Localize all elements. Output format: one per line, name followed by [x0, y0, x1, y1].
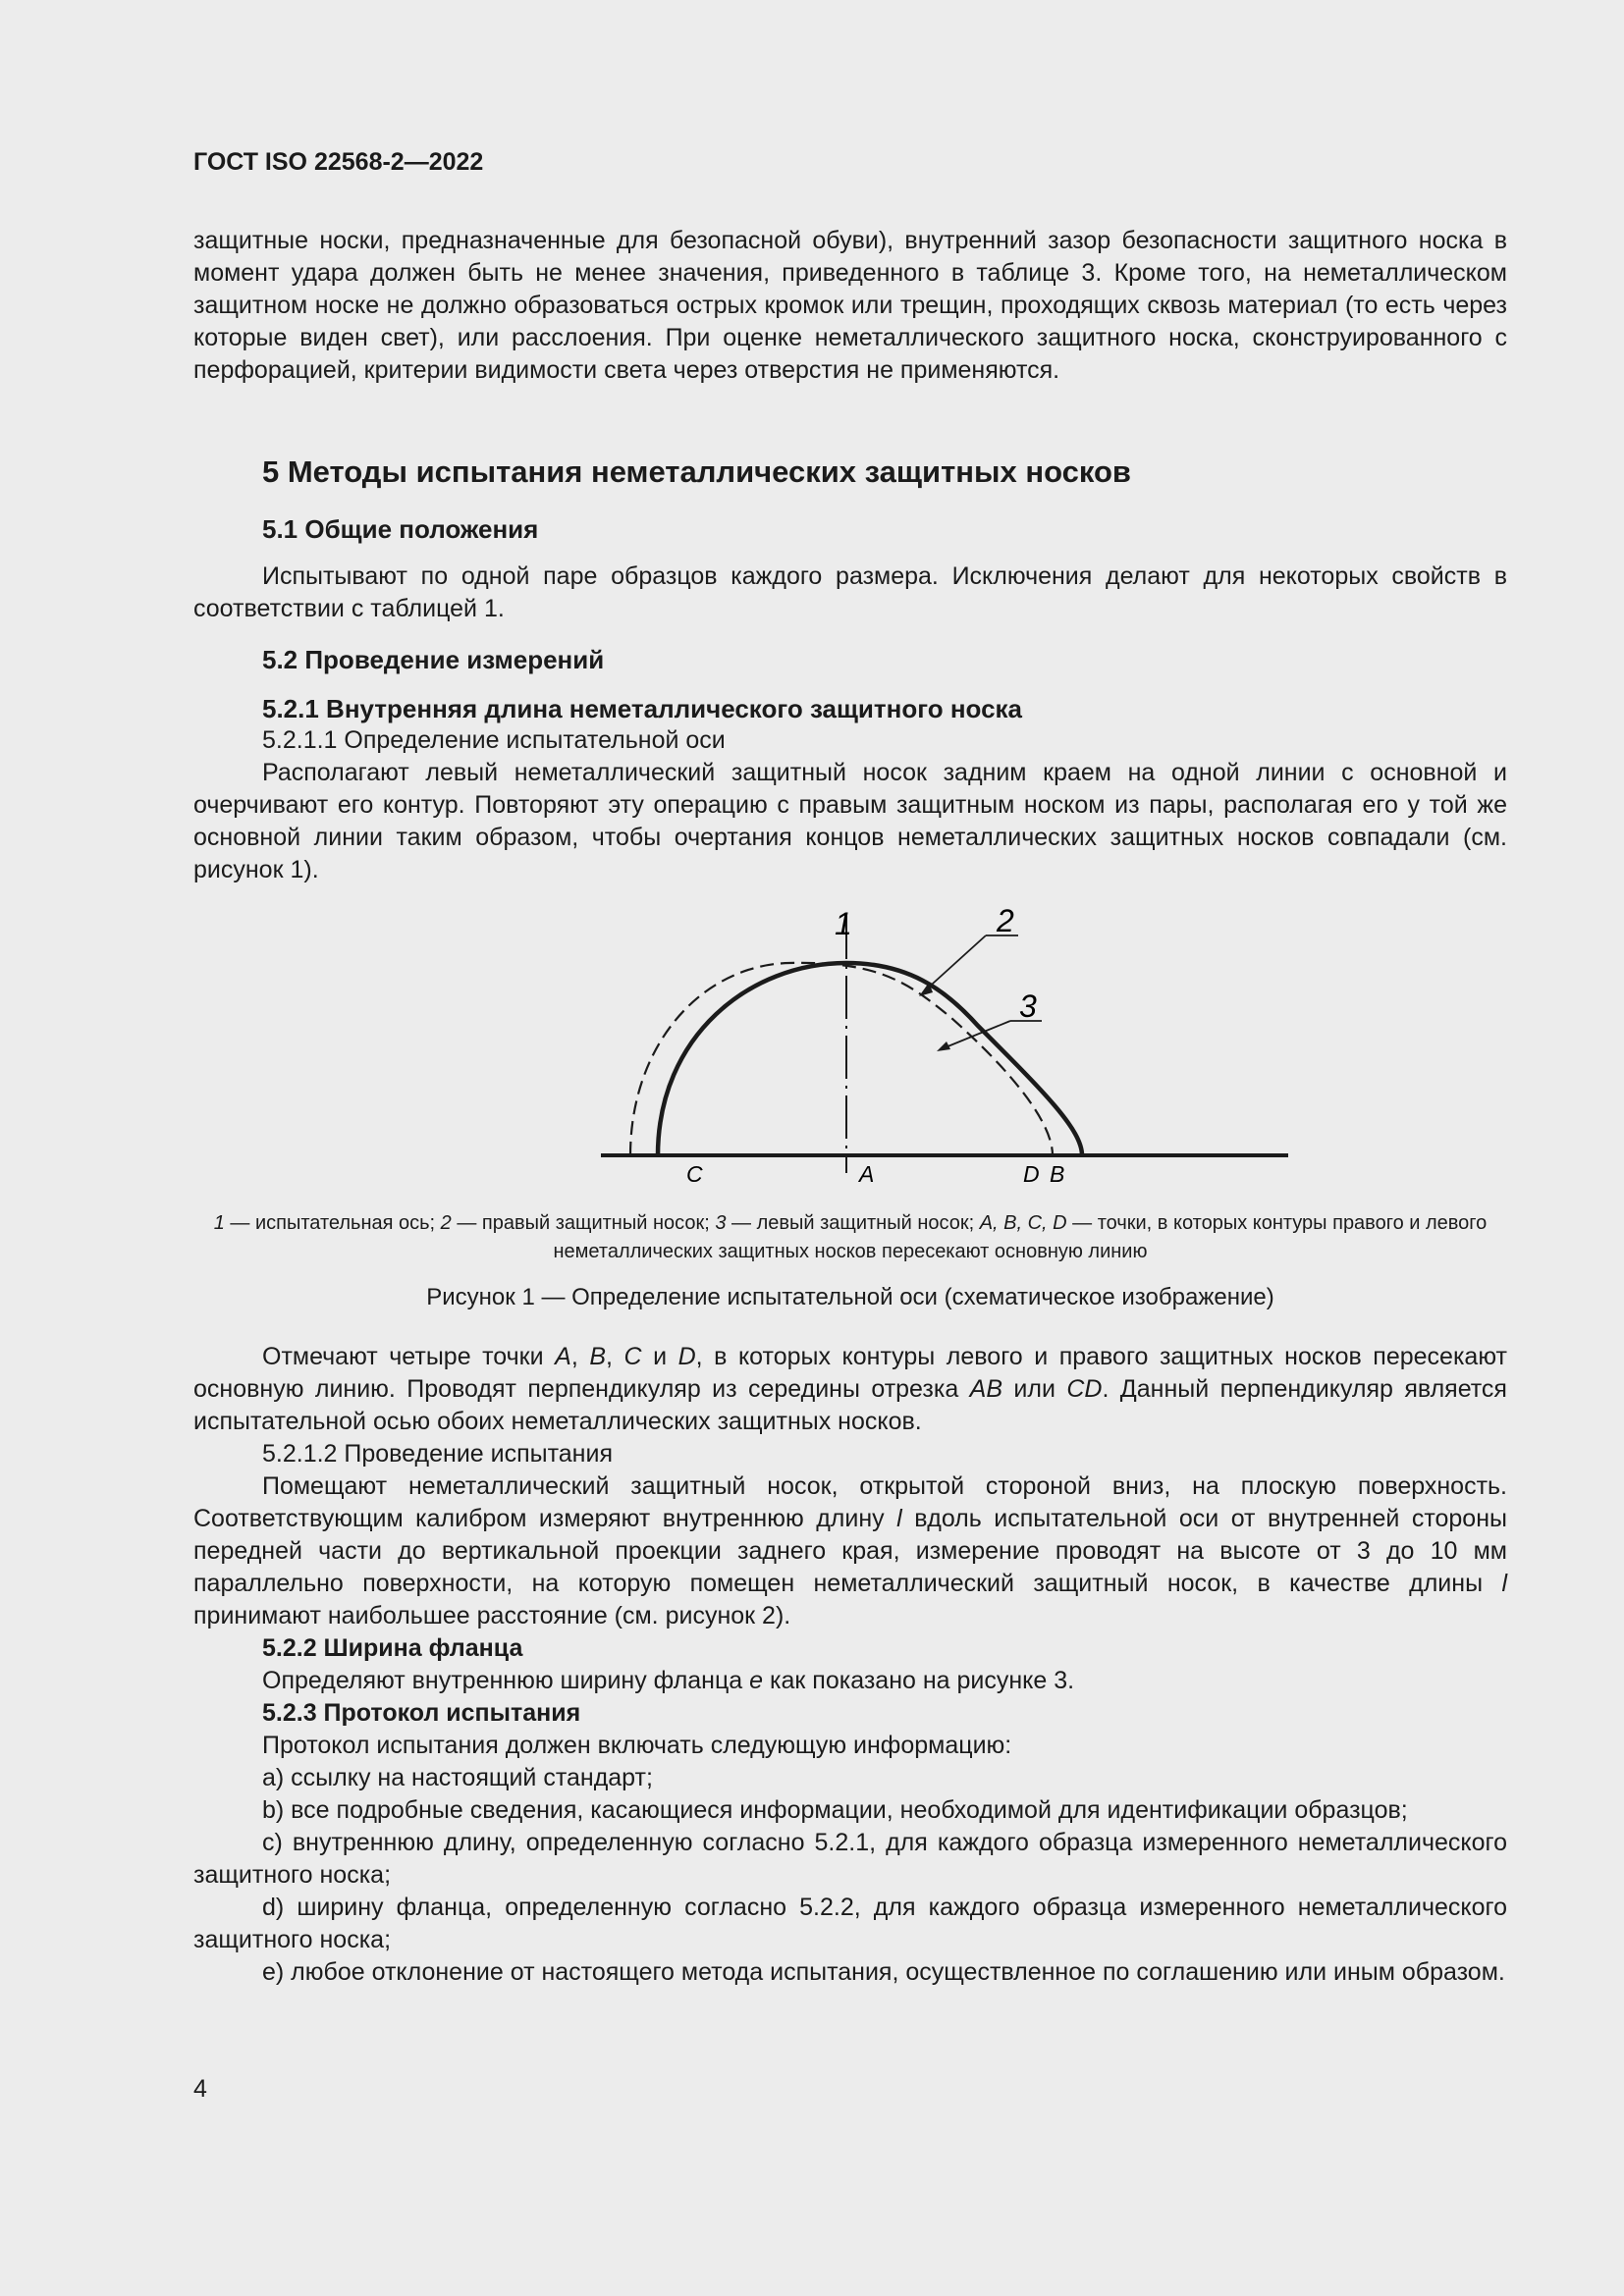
leader-line-2 [923, 935, 986, 992]
text-run: как показано на рисунке 3. [763, 1667, 1075, 1694]
text-run: , [570, 1343, 590, 1370]
legend-text-4: — точки, в которых контуры правого и левого неметаллических защитных носков пересекают основную линию [553, 1212, 1488, 1262]
legend-text-3: — левый защитный носок; [726, 1212, 980, 1234]
figure-1-caption [193, 1281, 1507, 1313]
point-b: B [589, 1343, 606, 1370]
segment-ab: AB [969, 1375, 1003, 1403]
section-5-title [193, 454, 1507, 490]
point-label-a: A [859, 1161, 875, 1187]
text-run: . Данный перпендикуляр является испытательной осью обоих неметаллических защитных носков. [193, 1375, 1507, 1435]
paragraph: Протокол испытания должен включать следующую информацию: [262, 1732, 1012, 1759]
subsection-heading: 5.2.3 Протокол испытания [262, 1699, 581, 1727]
legend-key-3: 3 [715, 1212, 727, 1234]
clause-title: 5.2.1.2 Проведение испытания [262, 1440, 613, 1468]
clause-title: 5.2.1.1 Определение испытательной оси [262, 726, 726, 754]
symbol-l: l [896, 1505, 902, 1532]
paragraph [193, 1341, 1507, 1438]
list-item: c) внутреннюю длину, определенную согласно 5.2.1, для каждого образца измеренного неметаллического защитного носка; [193, 1829, 1507, 1889]
symbol-l: l [1501, 1570, 1507, 1597]
callout-2: 2 [997, 903, 1014, 938]
legend-key-1: 1 [213, 1212, 225, 1234]
point-label-b: B [1050, 1161, 1065, 1187]
text-run: Помещают неметаллический защитный носок, открытой стороной вниз, на плоскую поверхность. Соответствующим калибром измеряют внутреннюю длину [193, 1472, 1507, 1532]
callout-3: 3 [1019, 988, 1037, 1024]
subsection-heading: 5.1 Общие положения [262, 514, 539, 544]
text-run: Определяют внутреннюю ширину фланца [262, 1667, 750, 1694]
subsection-heading: 5.2 Проведение измерений [262, 645, 605, 674]
callout-1: 1 [835, 906, 852, 941]
text-run: принимают наибольшее расстояние (см. рисунок 2). [193, 1602, 791, 1629]
list-item: a) ссылку на настоящий стандарт; [262, 1764, 653, 1791]
point-label-d: D [1023, 1161, 1040, 1187]
figure-1-legend [193, 1209, 1507, 1266]
text-run: вдоль испытательной оси от внутренней стороны передней части до вертикальной проекции заднего края, измерение проводят на высоте от 3 до 10 мм параллельно поверхности, на которую помещен неметаллический защитный носок, в качестве длины [193, 1505, 1507, 1597]
text-run: , в которых контуры левого и правого защитных носков пересекают основную линию. Проводят перпендикуляр из середины отрезка [193, 1343, 1507, 1403]
text-run: Отмечают четыре точки [262, 1343, 556, 1370]
standard-header: ГОСТ ISO 22568-2—2022 [193, 148, 484, 176]
symbol-e: e [749, 1667, 764, 1694]
paragraph [193, 1665, 1507, 1697]
point-d: D [677, 1343, 696, 1370]
legend-key-2: 2 [440, 1212, 452, 1234]
subsection-heading: 5.2.1 Внутренняя длина неметаллического защитного носка [262, 694, 1022, 723]
subsection-heading: 5.2.2 Ширина фланца [262, 1634, 523, 1662]
section-5-2 [193, 645, 1507, 675]
paragraph [193, 1470, 1507, 1632]
leader-arrow-3 [937, 1041, 950, 1051]
page-number: 4 [193, 2075, 207, 2103]
text-run: , [606, 1343, 624, 1370]
text-run: или [1002, 1375, 1067, 1403]
legend-text-1: — испытательная ось; [224, 1212, 441, 1234]
after-figure-block [193, 1341, 1507, 1989]
list-item: d) ширину фланца, определенную согласно 5.2.2, для каждого образца измеренного неметаллического защитного носка; [193, 1894, 1507, 1953]
paragraph: Располагают левый неметаллический защитный носок задним краем на одной линии с основной и очерчивают его контур. Повторяют эту операцию с правым защитным носком из пары, располагая его у той же основной линии таким образом, чтобы очертания концов неметаллических защитных носков совпадали (см. рисунок 1). [193, 759, 1507, 883]
point-a: A [555, 1343, 571, 1370]
section-5-2-1 [193, 694, 1507, 886]
intro-paragraph-block [193, 225, 1507, 387]
point-c: C [623, 1343, 642, 1370]
section-5-1 [193, 514, 1507, 625]
legend-key-points: A, B, C, D [979, 1212, 1067, 1234]
paragraph: Испытывают по одной паре образцов каждого размера. Исключения делают для некоторых свойств в соответствии с таблицей 1. [193, 562, 1507, 622]
legend-text-2: — правый защитный носок; [451, 1212, 716, 1234]
text-run: и [641, 1343, 678, 1370]
section-heading: 5 Методы испытания неметаллических защитных носков [262, 454, 1131, 489]
figure-caption: Рисунок 1 — Определение испытательной оси (схематическое изображение) [426, 1284, 1274, 1310]
figure-1-diagram [583, 898, 1305, 1193]
point-label-c: C [686, 1161, 703, 1187]
intro-paragraph: защитные носки, предназначенные для безопасной обуви), внутренний зазор безопасности защитного носка в момент удара должен быть не менее значения, приведенного в таблице 3. Кроме того, на неметаллическом защитном носке не должно образоваться острых кромок или трещин, проходящих сквозь материал (то есть через которые виден свет), или расслоения. При оценке неметаллического защитного носка, сконструированного с перфорацией, критерии видимости света через отверстия не применяются. [193, 227, 1507, 384]
left-toe-cap-contour [630, 963, 1053, 1155]
segment-cd: CD [1066, 1375, 1103, 1403]
list-item: b) все подробные сведения, касающиеся информации, необходимой для идентификации образцов; [262, 1796, 1408, 1824]
list-item: e) любое отклонение от настоящего метода испытания, осуществленное по соглашению или иным образом. [262, 1958, 1505, 1986]
